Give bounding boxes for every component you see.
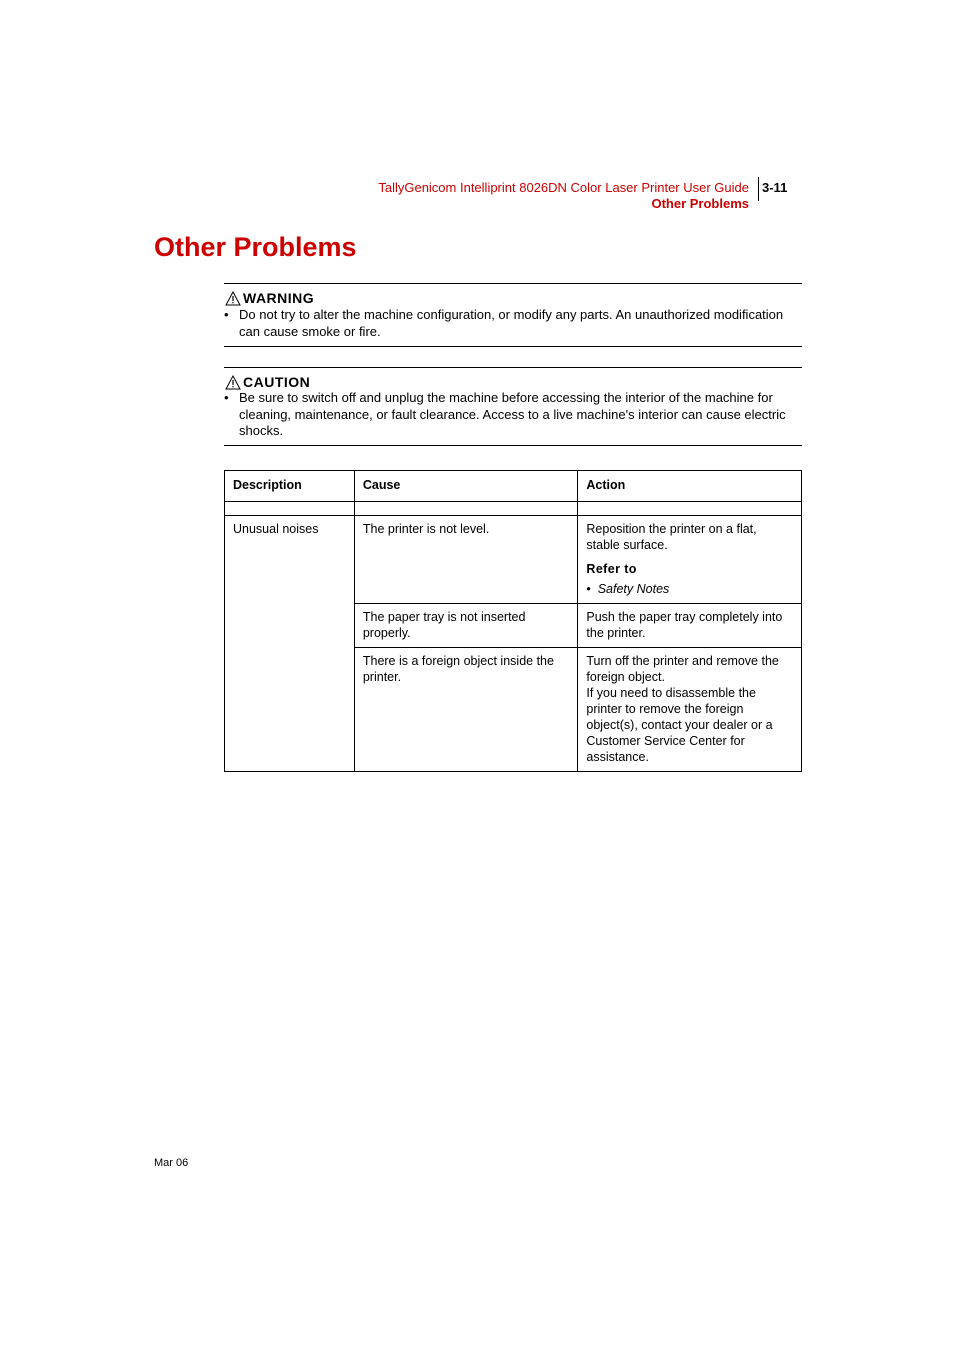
footer-date: Mar 06 xyxy=(154,1157,189,1169)
safety-notes-link: Safety Notes xyxy=(597,582,670,596)
caution-triangle-icon xyxy=(225,375,241,390)
warning-triangle-icon xyxy=(225,291,241,306)
warning-text: Do not try to alter the machine configuration, or modify any parts. An unauthorized modification can cause smoke or fire. xyxy=(239,307,784,339)
refer-to-item: • Safety Notes xyxy=(586,582,670,596)
action-cell xyxy=(578,516,802,604)
caution-text: Be sure to switch off and unplug the machine before accessing the interior of the machine for cleaning, maintenance, or fault clearance. Access to a live machine's interior can cause electric shocks. xyxy=(239,390,786,438)
guide-title: TallyGenicom Intelliprint 8026DN Color Laser Printer User Guide xyxy=(378,180,749,195)
warning-label: WARNING xyxy=(243,290,315,306)
cause-cell: The paper tray is not inserted properly. xyxy=(354,604,578,648)
page-title: Other Problems xyxy=(154,232,357,262)
action-cell xyxy=(578,648,802,772)
refer-to-label: Refer to xyxy=(586,562,637,576)
caution-box xyxy=(224,367,802,446)
action-text: Turn off the printer and remove the foreign object. xyxy=(586,654,779,684)
column-header-action: Action xyxy=(578,471,802,502)
warning-box xyxy=(224,283,802,347)
action-text: Reposition the printer on a flat, stable surface. xyxy=(586,522,757,552)
header-section-name: Other Problems xyxy=(651,196,749,211)
troubleshooting-table xyxy=(224,470,802,772)
header-divider xyxy=(758,177,759,201)
action-cell: Push the paper tray completely into the printer. xyxy=(578,604,802,648)
running-header xyxy=(378,180,749,212)
table-header-row xyxy=(225,471,802,502)
cause-cell: There is a foreign object inside the printer. xyxy=(354,648,578,772)
description-cell: Unusual noises xyxy=(225,516,355,772)
column-header-description: Description xyxy=(225,471,355,502)
bullet-icon: • xyxy=(224,307,229,322)
column-header-cause: Cause xyxy=(354,471,578,502)
cause-cell: The printer is not level. xyxy=(354,516,578,604)
caution-label: CAUTION xyxy=(243,374,311,390)
caution-heading xyxy=(225,374,310,390)
bullet-icon: • xyxy=(224,390,229,405)
header-separator xyxy=(225,502,802,516)
warning-heading xyxy=(225,290,314,306)
page-number: 3-11 xyxy=(762,180,788,195)
table-row xyxy=(225,516,802,604)
action-text: If you need to disassemble the printer to remove the foreign object(s), contact your dealer or a Customer Service Center for assistance. xyxy=(586,686,773,764)
